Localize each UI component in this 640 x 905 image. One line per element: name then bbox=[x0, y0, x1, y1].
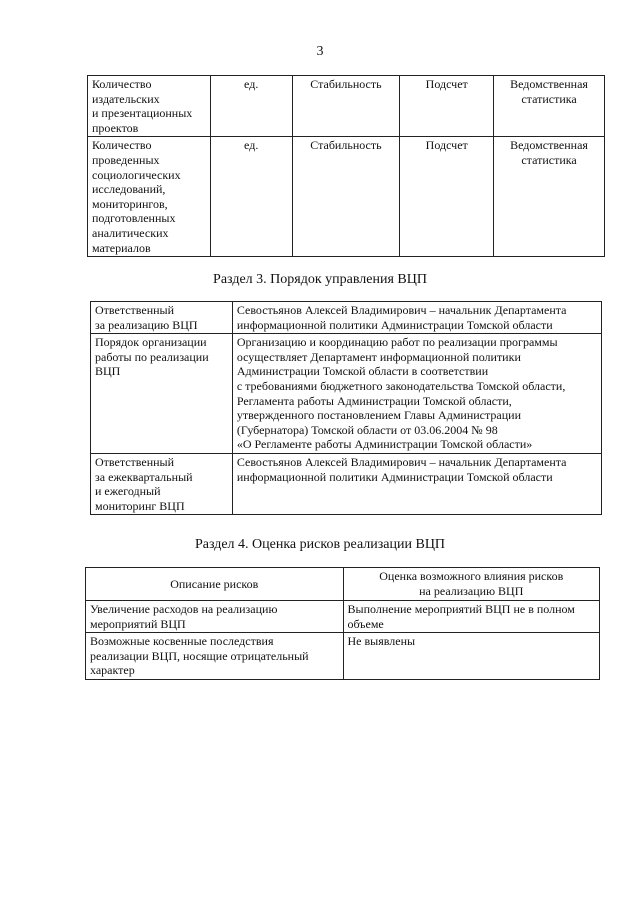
column-header-risk: Описание рисков bbox=[86, 568, 344, 601]
table-row bbox=[86, 633, 600, 680]
risk-impact: Не выявлены bbox=[343, 633, 600, 680]
indicator-name: Количество проведенных социологических исследований, мониторингов, подготовленных аналитических материалов bbox=[88, 137, 211, 257]
indicator-source: Ведомственная статистика bbox=[494, 137, 605, 257]
indicator-type: Стабильность bbox=[292, 137, 400, 257]
management-table bbox=[90, 301, 602, 515]
table-row bbox=[88, 137, 605, 257]
table-row bbox=[86, 601, 600, 633]
indicator-unit: ед. bbox=[210, 137, 292, 257]
indicators-table bbox=[87, 75, 605, 257]
risks-table bbox=[85, 567, 600, 680]
table-row bbox=[91, 334, 602, 454]
page-number: 3 bbox=[316, 44, 324, 59]
indicator-method: Подсчет bbox=[400, 76, 494, 137]
column-header-impact: Оценка возможного влияния рисков на реализацию ВЦП bbox=[343, 568, 600, 601]
management-value: Севостьянов Алексей Владимирович – начальник Департамента информационной политики Администрации Томской области bbox=[232, 453, 601, 514]
management-value: Организацию и координацию работ по реализации программы осуществляет Департамент информационной политики Администрации Томской области в соответствии с требованиями бюджетного законодательства Томской области, Регламента работы Администрации Томской области, утвержденного постановлением Главы Администрации (Губернатора) Томской области от 03.06.2004 № 98 «О Регламенте работы Администрации Томской области» bbox=[232, 334, 601, 454]
table-row bbox=[91, 302, 602, 334]
section4-title: Раздел 4. Оценка рисков реализации ВЦП bbox=[194, 537, 446, 552]
indicator-method: Подсчет bbox=[400, 137, 494, 257]
indicator-type: Стабильность bbox=[292, 76, 400, 137]
management-label: Порядок организации работы по реализации ВЦП bbox=[91, 334, 233, 454]
table-row bbox=[88, 76, 605, 137]
indicator-source: Ведомственная статистика bbox=[494, 76, 605, 137]
management-label: Ответственный за реализацию ВЦП bbox=[91, 302, 233, 334]
risk-description: Увеличение расходов на реализацию мероприятий ВЦП bbox=[86, 601, 344, 633]
table-header-row bbox=[86, 568, 600, 601]
risk-impact: Выполнение мероприятий ВЦП не в полном объеме bbox=[343, 601, 600, 633]
management-value: Севостьянов Алексей Владимирович – начальник Департамента информационной политики Администрации Томской области bbox=[232, 302, 601, 334]
management-label: Ответственный за ежеквартальный и ежегодный мониторинг ВЦП bbox=[91, 453, 233, 514]
risk-description: Возможные косвенные последствия реализации ВЦП, носящие отрицательный характер bbox=[86, 633, 344, 680]
section3-title: Раздел 3. Порядок управления ВЦП bbox=[213, 272, 427, 287]
indicator-name: Количество издательских и презентационных проектов bbox=[88, 76, 211, 137]
table-row bbox=[91, 453, 602, 514]
indicator-unit: ед. bbox=[210, 76, 292, 137]
